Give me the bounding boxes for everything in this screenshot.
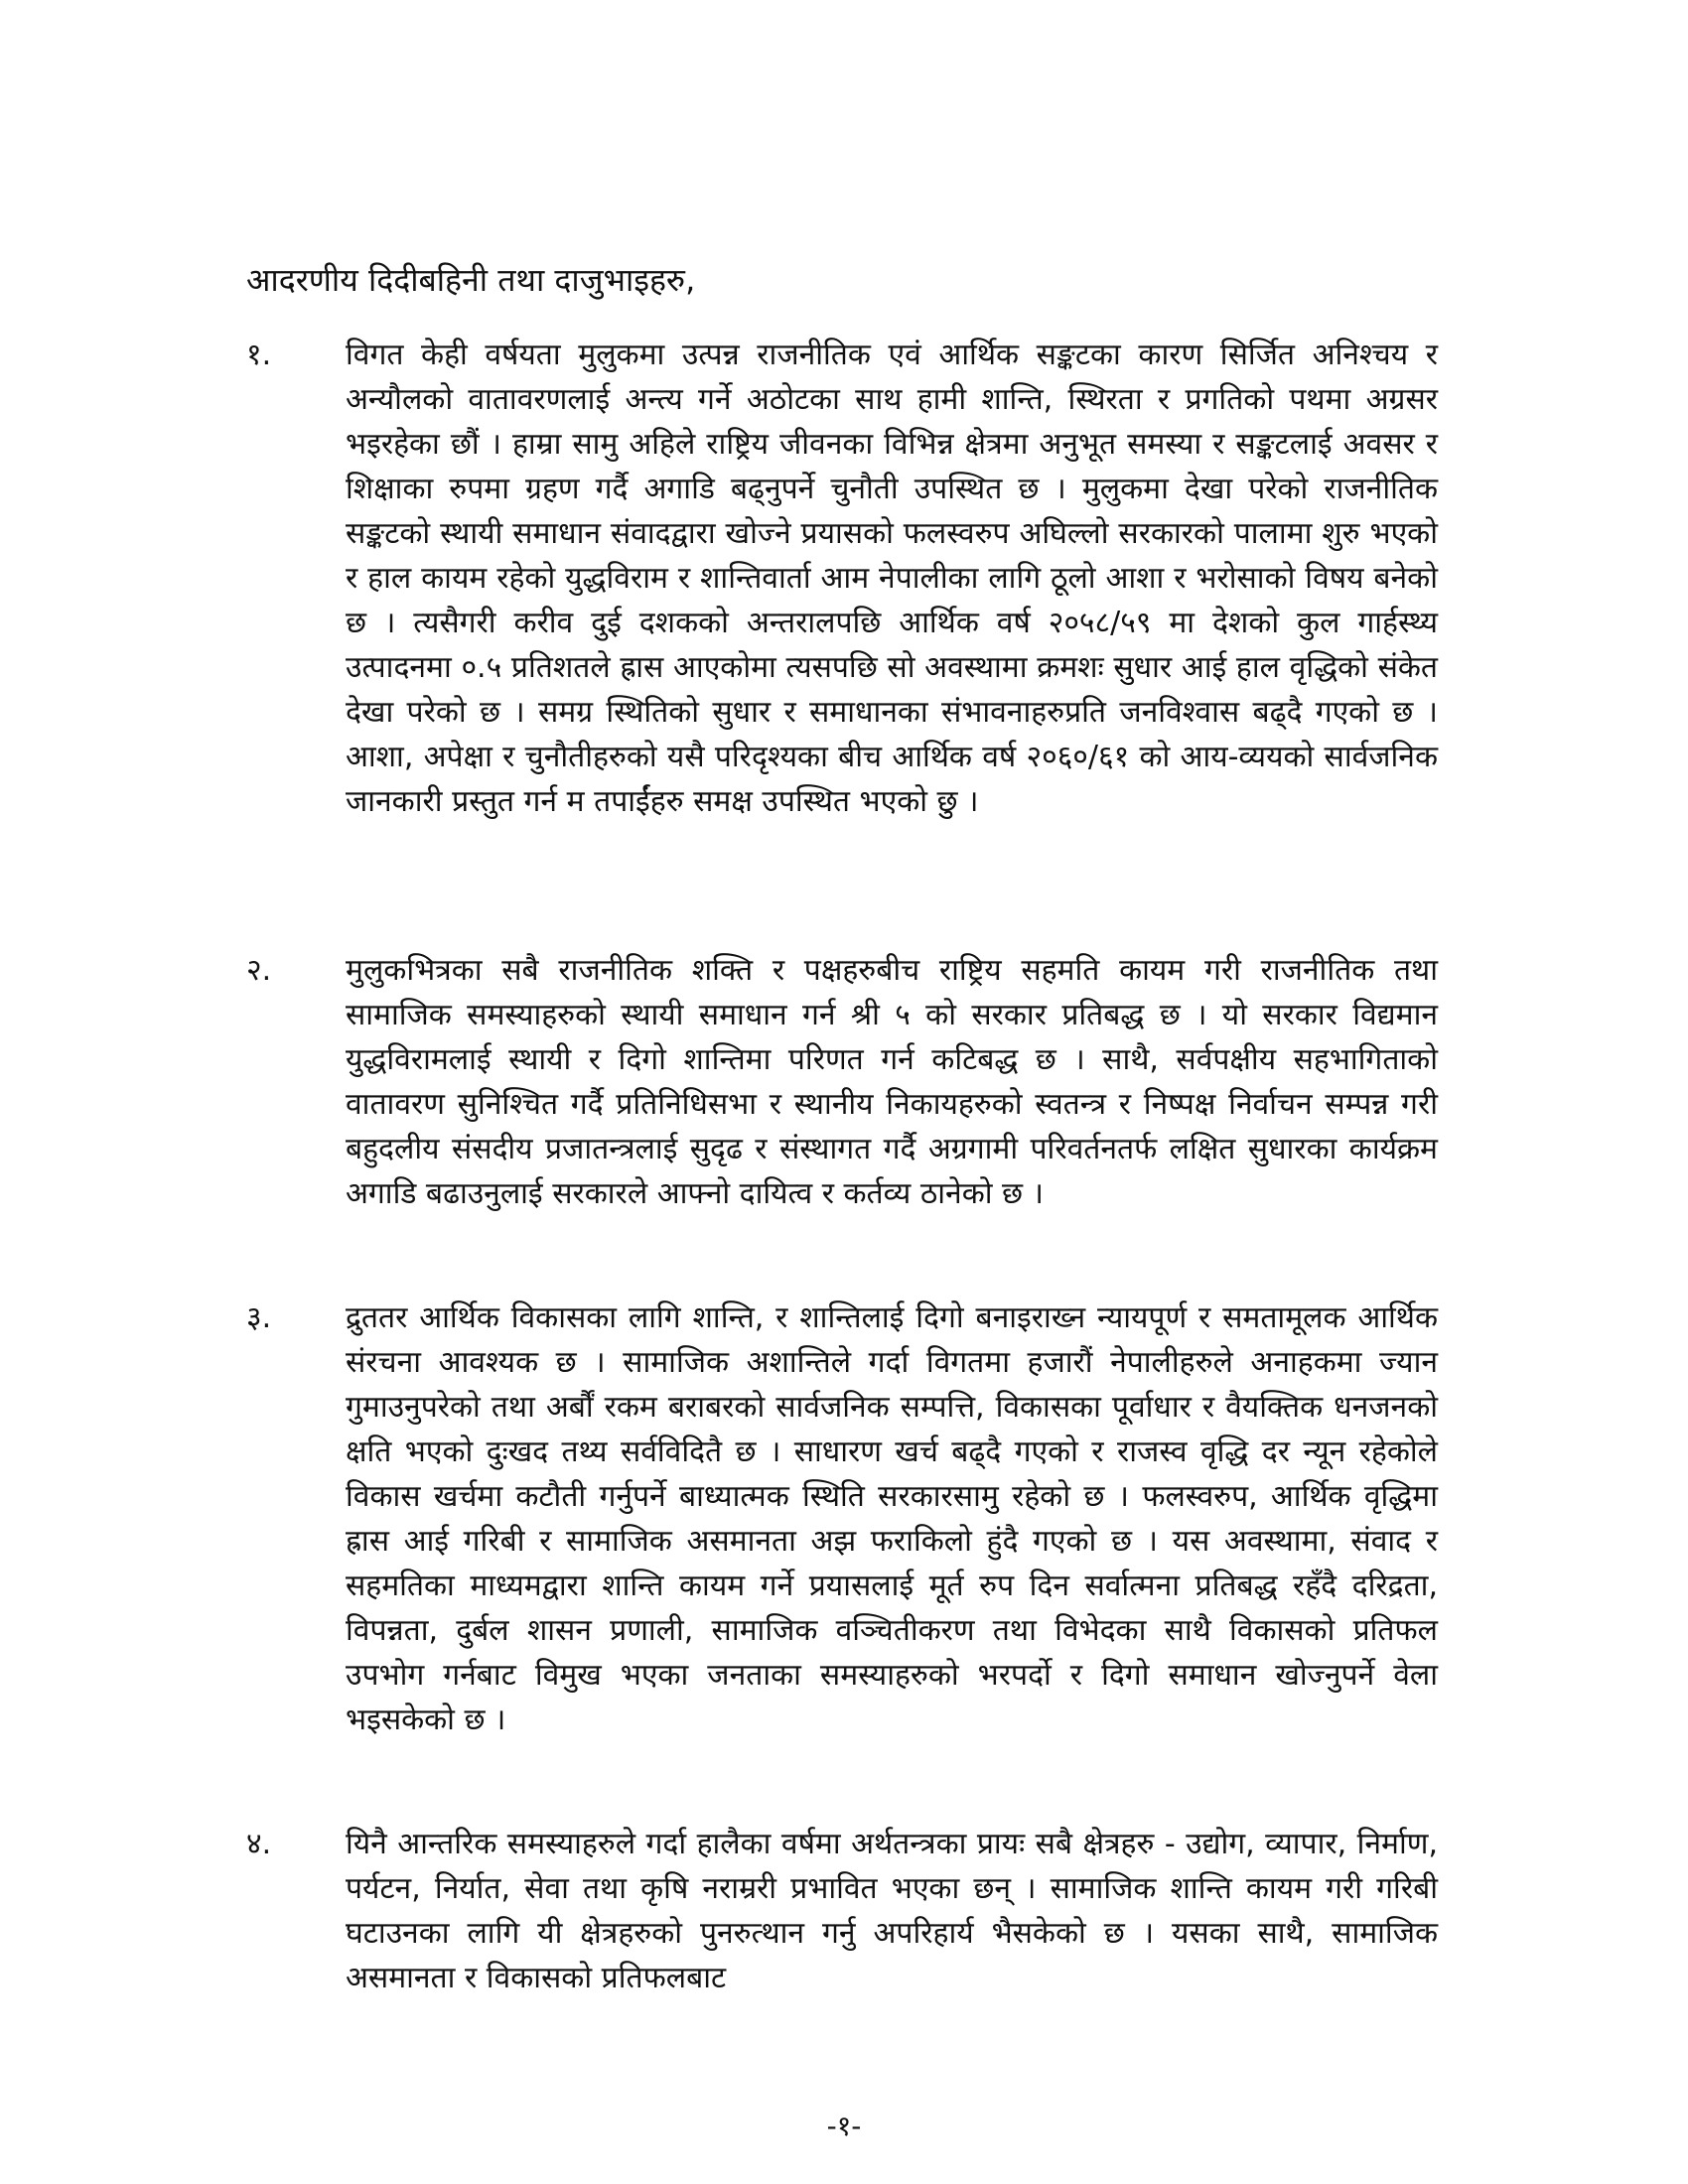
- paragraph-number: २.: [246, 953, 272, 988]
- paragraph-text: द्रुततर आर्थिक विकासका लागि शान्ति, र शान्तिलाई दिगो बनाइराख्न न्यायपूर्ण र समतामूलक आर्थिक संरचना आवश्यक छ । सामाजिक अशान्तिले गर्दा विगतमा हजारौं नेपालीहरुले अनाहकमा ज्यान गुमाउनुपरेको तथा अर्बौं रकम बराबरको सार्वजनिक सम्पत्ति, विकासका पूर्वाधार र वैयक्तिक धनजनको क्षति भएको दुःखद तथ्य सर्वविदितै छ । साधारण खर्च बढ्दै गएको र राजस्व वृद्धि दर न्यून रहेकोले विकास खर्चमा कटौती गर्नुपर्ने बाध्यात्मक स्थिति सरकारसामु रहेको छ । फलस्वरुप, आर्थिक वृद्धिमा ह्रास आई गरिबी र सामाजिक असमानता अझ फराकिलो हुंदै गएको छ । यस अवस्थामा, संवाद र सहमतिका माध्यमद्वारा शान्ति कायम गर्ने प्रयासलाई मूर्त रुप दिन सर्वात्मना प्रतिबद्ध रहँदै दरिद्रता, विपन्नता, दुर्बल शासन प्रणाली, सामाजिक वञ्चितीकरण तथा विभेदका साथै विकासको प्रतिफल उपभोग गर्नबाट विमुख भएका जनताका समस्याहरुको भरपर्दो र दिगो समाधान खोज्नुपर्ने वेला भइसकेको छ ।: [346, 1300, 1438, 1737]
- paragraph-text: यिनै आन्तरिक समस्याहरुले गर्दा हालैका वर्षमा अर्थतन्त्रका प्रायः सबै क्षेत्रहरु - उद्योग, व्यापार, निर्माण, पर्यटन, निर्यात, सेवा तथा कृषि नराम्ररी प्रभावित भएका छन् । सामाजिक शान्ति कायम गरी गरिबी घटाउनका लागि यी क्षेत्रहरुको पुनरुत्थान गर्नु अपरिहार्य भैसकेको छ । यसका साथै, सामाजिक असमानता र विकासको प्रतिफलबाट: [346, 1827, 1438, 1995]
- paragraph-text: मुलुकभित्रका सबै राजनीतिक शक्ति र पक्षहरुबीच राष्ट्रिय सहमति कायम गरी राजनीतिक तथा सामाजिक समस्याहरुको स्थायी समाधान गर्न श्री ५ को सरकार प्रतिबद्ध छ । यो सरकार विद्यमान युद्धविरामलाई स्थायी र दिगो शान्तिमा परिणत गर्न कटिबद्ध छ । साथै, सर्वपक्षीय सहभागिताको वातावरण सुनिश्चित गर्दै प्रतिनिधिसभा र स्थानीय निकायहरुको स्वतन्त्र र निष्पक्ष निर्वाचन सम्पन्न गरी बहुदलीय संसदीय प्रजातन्त्रलाई सुदृढ र संस्थागत गर्दै अग्रगामी परिवर्तनतर्फ लक्षित सुधारका कार्यक्रम अगाडि बढाउनुलाई सरकारले आफ्नो दायित्व र कर्तव्य ठानेको छ ।: [346, 953, 1438, 1211]
- salutation: आदरणीय दिदीबहिनी तथा दाजुभाइहरु,: [246, 261, 696, 299]
- paragraph-text: विगत केही वर्षयता मुलुकमा उत्पन्न राजनीतिक एवं आर्थिक सङ्कटका कारण सिर्जित अनिश्चय र अन्यौलको वातावरणलाई अन्त्य गर्ने अठोटका साथ हामी शान्ति, स्थिरता र प्रगतिको पथमा अग्रसर भइरहेका छौं । हाम्रा सामु अहिले राष्ट्रिय जीवनका विभिन्न क्षेत्रमा अनुभूत समस्या र सङ्कटलाई अवसर र शिक्षाका रुपमा ग्रहण गर्दै अगाडि बढ्नुपर्ने चुनौती उपस्थित छ । मुलुकमा देखा परेको राजनीतिक सङ्कटको स्थायी समाधान संवादद्वारा खोज्ने प्रयासको फलस्वरुप अघिल्लो सरकारको पालामा शुरु भएको र हाल कायम रहेको युद्धविराम र शान्तिवार्ता आम नेपालीका लागि ठूलो आशा र भरोसाको विषय बनेको छ । त्यसैगरी करीव दुई दशकको अन्तरालपछि आर्थिक वर्ष २०५८/५९ मा देशको कुल गार्हस्थ्य उत्पादनमा ०.५ प्रतिशतले ह्रास आएकोमा त्यसपछि सो अवस्थामा क्रमशः सुधार आई हाल वृद्धिको संकेत देखा परेको छ । समग्र स्थितिको सुधार र समाधानका संभावनाहरुप्रति जनविश्वास बढ्दै गएको छ । आशा, अपेक्षा र चुनौतीहरुको यसै परिदृश्यका बीच आर्थिक वर्ष २०६०/६१ को आय-व्ययको सार्वजनिक जानकारी प्रस्तुत गर्न म तपाईंहरु समक्ष उपस्थित भएको छु ।: [346, 338, 1438, 819]
- paragraph-number: ३.: [246, 1300, 272, 1335]
- paragraph-number: ४.: [246, 1827, 272, 1861]
- page-number: -१-: [826, 2110, 862, 2142]
- paragraph-number: १.: [246, 338, 272, 372]
